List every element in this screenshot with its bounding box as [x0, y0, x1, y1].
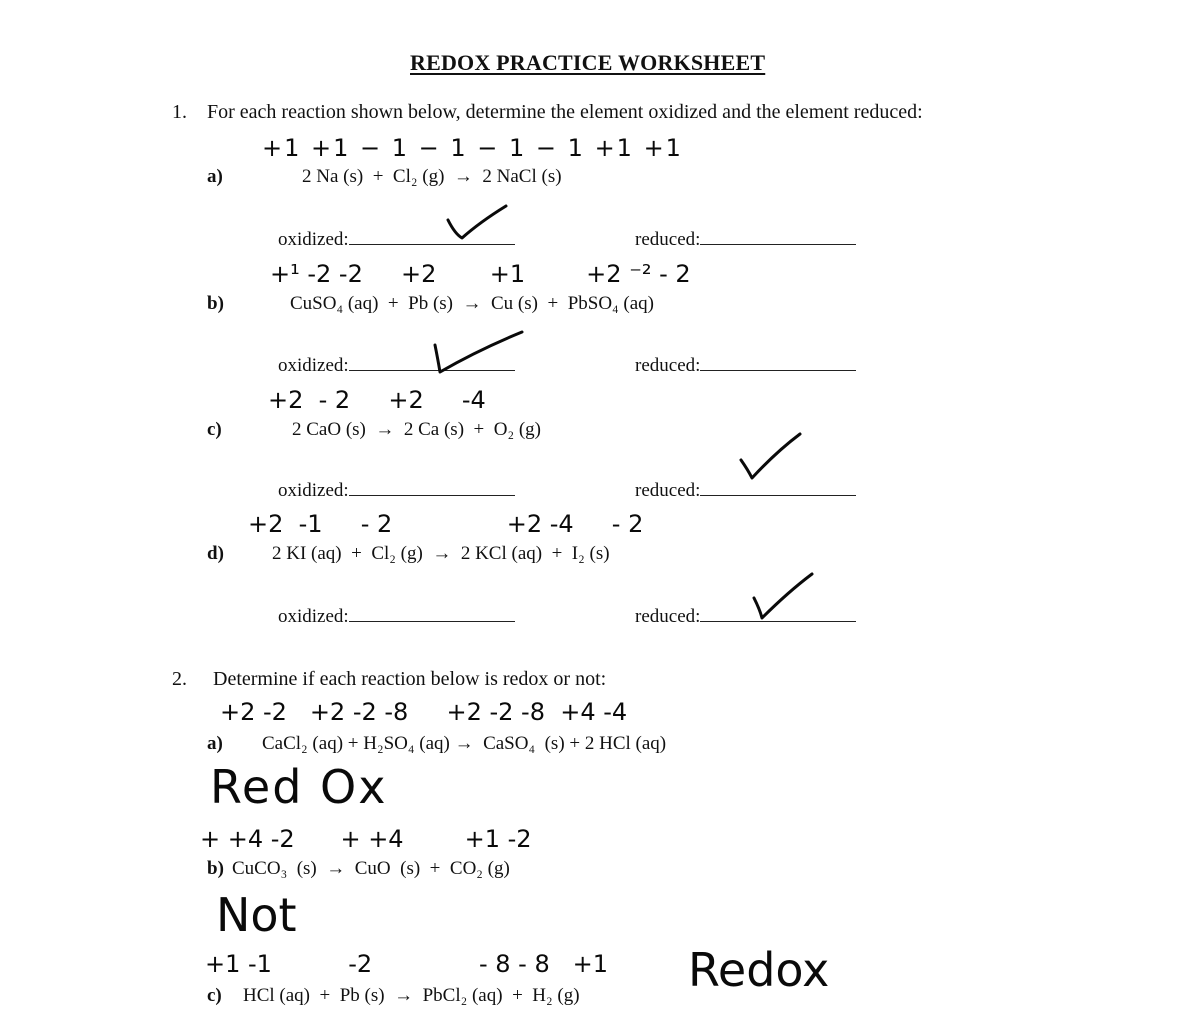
q1c-equation: 2 CaO (s) → 2 Ca (s) + O₂ (g): [292, 419, 541, 440]
question-1-prompt: For each reaction shown below, determine the element oxidized and the element reduced:: [207, 101, 923, 123]
q1d-reduced-label: reduced:: [635, 606, 701, 627]
q2b-handwritten-answer: Not: [216, 888, 297, 942]
checkmark-icon: [448, 206, 506, 238]
q1a-reduced-label: reduced:: [635, 229, 701, 250]
q1d-label: d): [207, 543, 224, 564]
q1c-oxidized-label: oxidized:: [278, 480, 349, 501]
checkmark-icon: [435, 332, 522, 372]
q1d-oxidized-label: oxidized:: [278, 606, 349, 627]
q2a-equation: CaCl₂ (aq) + H₂SO₄ (aq) → CaSO₄ (s) + 2 HCl (aq): [262, 733, 667, 754]
q1b-label: b): [207, 293, 224, 314]
question-2-number: 2.: [172, 668, 187, 690]
q1b-oxidized-label: oxidized:: [278, 355, 349, 376]
q2b-oxidation-annotation: + +4 -2 + +4 +1 -2: [200, 825, 532, 853]
q2a-oxidation-annotation: +2 -2 +2 -2 -8 +2 -2 -8 +4 -4: [220, 698, 628, 726]
question-1-number: 1.: [172, 101, 187, 123]
q1c-label: c): [207, 419, 222, 440]
q1c-reduced-label: reduced:: [635, 480, 701, 501]
page-title: REDOX PRACTICE WORKSHEET: [410, 50, 766, 75]
q2b-label: b): [207, 858, 224, 879]
q2a-label: a): [207, 733, 223, 754]
q1a-equation: 2 Na (s) + Cl₂ (g) → 2 NaCl (s): [302, 166, 562, 187]
question-2-prompt: Determine if each reaction below is redox or not:: [213, 668, 607, 690]
checkmark-icon: [754, 574, 812, 618]
q1a-oxidation-annotation: +1 +1 − 1 − 1 − 1 − 1 +1 +1: [262, 134, 683, 162]
q1a-label: a): [207, 166, 223, 187]
q2c-label: c): [207, 985, 222, 1006]
q2b-equation: CuCO₃ (s) → CuO (s) + CO₂ (g): [232, 858, 510, 879]
q2a-handwritten-answer: Red Ox: [210, 760, 388, 814]
q1b-reduced-label: reduced:: [635, 355, 701, 376]
q1c-oxidation-annotation: +2 - 2 +2 -4: [268, 386, 486, 414]
checkmark-icon: [741, 434, 800, 478]
q2c-oxidation-annotation: +1 -1 -2 - 8 - 8 +1: [205, 950, 608, 978]
q1b-oxidation-annotation: +¹ -2 -2 +2 +1 +2 ⁻² - 2: [270, 260, 691, 288]
q1b-equation: CuSO₄ (aq) + Pb (s) → Cu (s) + PbSO₄ (aq): [290, 293, 655, 314]
q1d-equation: 2 KI (aq) + Cl₂ (g) → 2 KCl (aq) + I₂ (s): [272, 543, 610, 564]
q2c-handwritten-answer: Redox: [688, 943, 830, 997]
q1d-oxidation-annotation: +2 -1 - 2 +2 -4 - 2: [248, 510, 644, 538]
q2c-equation: HCl (aq) + Pb (s) → PbCl₂ (aq) + H₂ (g): [243, 985, 580, 1006]
q1a-oxidized-label: oxidized:: [278, 229, 349, 250]
